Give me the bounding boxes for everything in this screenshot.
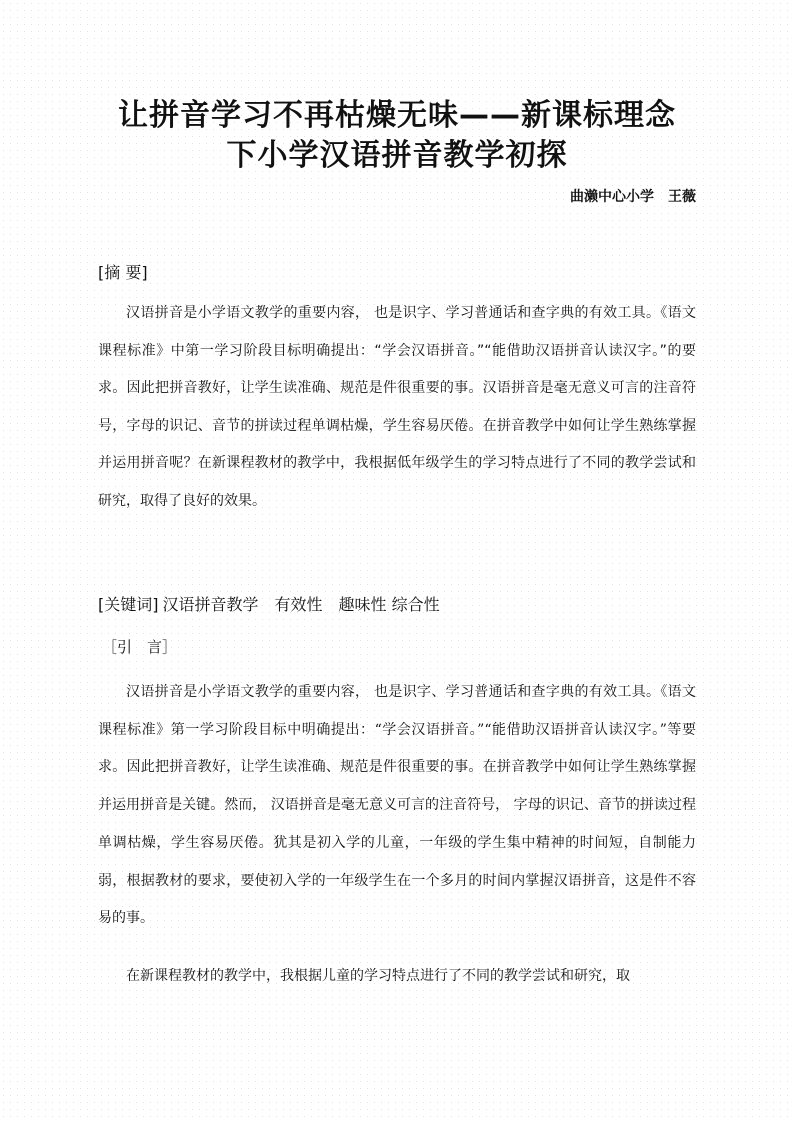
abstract-label: [摘 要] [98, 263, 148, 282]
keywords-list: 汉语拼音教学 有效性 趣味性 综合性 [162, 595, 440, 614]
abstract-paragraph: 汉语拼音是小学语文教学的重要内容， 也是识字、学习普通话和查字典的有效工具。《语文课程标准》中第一学习阶段目标明确提出：“学会汉语拼音。”“能借助汉语拼音认读汉字。”的要求。因此把拼音教好，让学生读准确、规范是件很重要的事。汉语拼音是毫无意义可言的注音符号，字母的识记、音节的拼读过程单调枯燥，学生容易厌倦。在拼音教学中如何让学生熟练掌握并运用拼音呢？在新课程教材的教学中，我根据低年级学生的学习特点进行了不同的教学尝试和研究，取得了良好的效果。 [98, 305, 696, 509]
keywords-line [98, 594, 440, 616]
author-line: 曲濑中心小学 王薇 [570, 189, 696, 205]
title-line-1: 让拼音学习不再枯燥无味——新课标理念 [118, 98, 676, 133]
intro-paragraph-2: 在新课程教材的教学中，我根据儿童的学习特点进行了不同的教学尝试和研究，取 [126, 968, 630, 984]
intro-paragraph-1: 汉语拼音是小学语文教学的重要内容， 也是识字、学习普通话和查字典的有效工具。《语文课程标准》第一学习阶段目标中明确提出：“学会汉语拼音。”“能借助汉语拼音认读汉字。”等要求。因此把拼音教好，让学生读准确、规范是件很重要的事。在拼音教学中如何让学生熟练掌握并运用拼音是关键。然而， 汉语拼音是毫无意义可言的注音符号， 字母的识记、音节的拼读过程单调枯燥，学生容易厌倦。犹其是初入学的儿童，一年级的学生集中精神的时间短，自制能力弱，根据教材的要求，要使初入学的一年级学生在一个多月的时间内掌握汉语拼音，这是件不容易的事。 [98, 684, 696, 927]
title-line-2: 下小学汉语拼音教学初探 [226, 138, 568, 173]
intro-label: ［引 言］ [102, 638, 178, 656]
keywords-label: [关键词] [98, 595, 159, 614]
